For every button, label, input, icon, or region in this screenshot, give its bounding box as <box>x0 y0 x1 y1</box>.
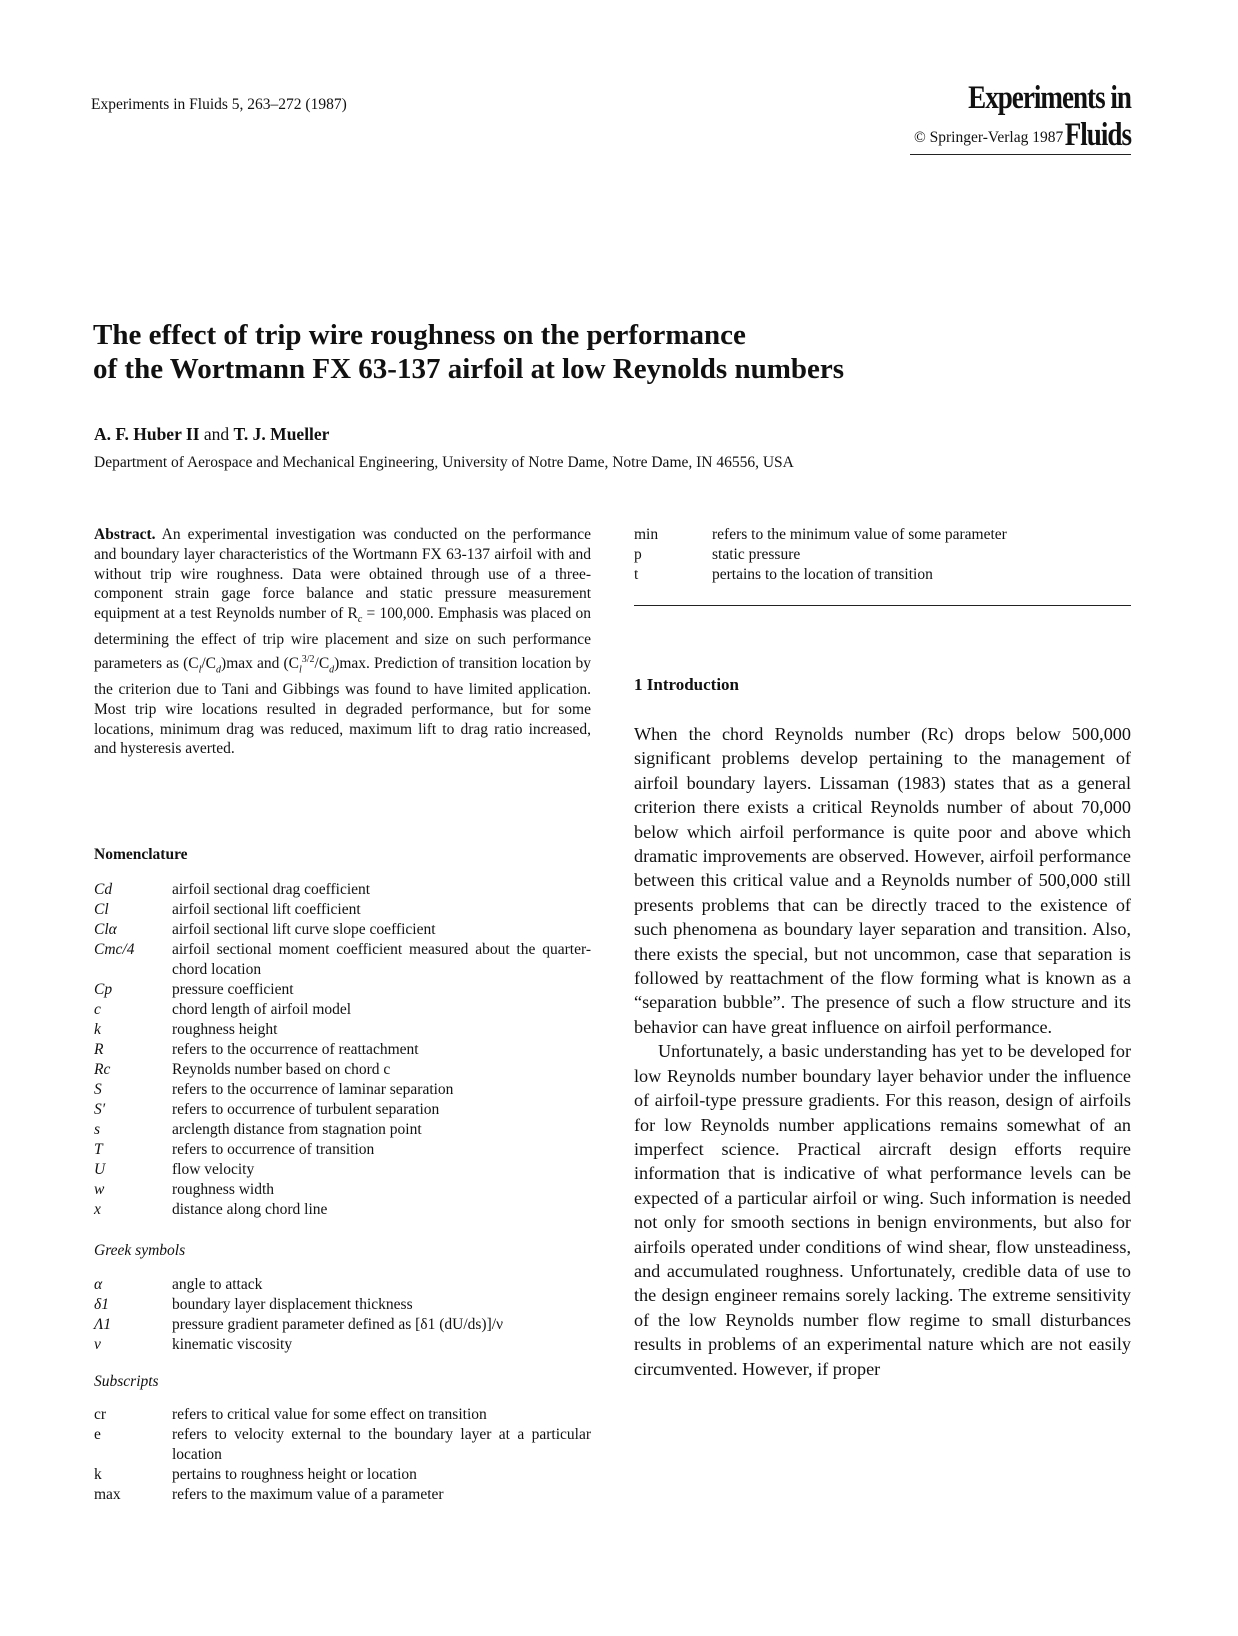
subscripts-heading: Subscripts <box>94 1373 159 1390</box>
abstract-text-b: = 100,000. Emphasis was placed on determining the effect of trip wire placement and size on such performance parameters as (C <box>94 605 591 673</box>
nomenclature-definition: refers to the minimum value of some parameter <box>712 526 1007 543</box>
nomenclature-definition: airfoil sectional lift curve slope coefficient <box>172 921 436 938</box>
nomenclature-row <box>94 1295 591 1315</box>
nomenclature-definition: refers to the maximum value of a parameter <box>172 1486 444 1503</box>
nomenclature-definition: boundary layer displacement thickness <box>172 1296 413 1313</box>
nomenclature-table <box>94 880 591 1220</box>
nomenclature-symbol: p <box>634 546 642 563</box>
nomenclature-definition: Reynolds number based on chord c <box>172 1061 391 1078</box>
copyright: © Springer-Verlag 1987 <box>914 129 1064 146</box>
nomenclature-definition: refers to velocity external to the boundary layer at a particular location <box>172 1426 591 1463</box>
nomenclature-definition: refers to the occurrence of reattachment <box>172 1041 419 1058</box>
nomenclature-row <box>94 1120 591 1140</box>
nomenclature-symbol: α <box>94 1276 103 1293</box>
introduction-body <box>634 722 1131 1381</box>
nomenclature-row <box>94 1275 591 1295</box>
article-title <box>93 318 993 386</box>
nomenclature-definition: flow velocity <box>172 1161 255 1178</box>
nomenclature-definition: roughness height <box>172 1021 278 1038</box>
abstract-text-d: )max. Prediction of transition location by the criterion due to Tani and Gibbings was found to have limited application. Most trip wire locations resulted in degraded performance, but for some locations, minimum drag was reduced, maximum lift to drag ratio increased, and hysteresis averted. <box>94 655 591 758</box>
nomenclature-symbol: Cp <box>94 981 113 998</box>
subscripts-table <box>94 1405 591 1505</box>
author-1: A. F. Huber II <box>94 424 200 444</box>
nomenclature-symbol: Cmc/4 <box>94 941 135 958</box>
nomenclature-symbol: Rc <box>94 1061 111 1078</box>
authors <box>94 424 329 445</box>
nomenclature-symbol: e <box>94 1426 101 1443</box>
introduction-paragraph-2: Unfortunately, a basic understanding has yet to be developed for low Reynolds number boundary layer behavior under the influence of airfoil-type pressure gradients. For this reason, design of airfoils for low Reynolds number applications remains somewhat of an imperfect science. Practical aircraft design efforts require information that is indicative of what performance levels can be expected of a particular airfoil or wing. Such information is needed not only for smooth sections in benign environments, but also for airfoils operated under conditions of wind shear, flow unsteadiness, and accumulated roughness. Unfortunately, credible data of use to the design engineer remains sorely lacking. The extreme sensitivity of the low Reynolds number flow regime to small disturbances results in problems of an experimental nature which are not easily circumvented. However, if proper <box>634 1041 1131 1379</box>
author-2: T. J. Mueller <box>233 424 330 444</box>
nomenclature-row <box>94 1180 591 1200</box>
nomenclature-definition: refers to occurrence of turbulent separation <box>172 1101 440 1118</box>
nomenclature-row <box>94 880 591 900</box>
nomenclature-symbol: U <box>94 1161 106 1178</box>
nomenclature-symbol: max <box>94 1486 121 1503</box>
abstract-label: Abstract. <box>94 526 156 543</box>
nomenclature-end-rule <box>634 605 1131 606</box>
nomenclature-row <box>634 545 1131 565</box>
nomenclature-definition: pressure gradient parameter defined as [δ1 (dU/ds)]/ν <box>172 1316 504 1333</box>
nomenclature-row <box>94 1425 591 1465</box>
nomenclature-definition: pertains to roughness height or location <box>172 1466 417 1483</box>
nomenclature-symbol: x <box>94 1201 101 1218</box>
nomenclature-symbol: Cl <box>94 901 109 918</box>
nomenclature-row <box>94 1485 591 1505</box>
nomenclature-definition: chord length of airfoil model <box>172 1001 352 1018</box>
nomenclature-row <box>94 1315 591 1335</box>
nomenclature-symbol: T <box>94 1141 103 1158</box>
nomenclature-symbol: Clα <box>94 921 117 938</box>
nomenclature-row <box>94 1040 591 1060</box>
nomenclature-row <box>94 920 591 940</box>
journal-reference: Experiments in Fluids 5, 263–272 (1987) <box>91 96 347 113</box>
nomenclature-row <box>94 1335 591 1355</box>
nomenclature-definition: pressure coefficient <box>172 981 294 998</box>
authors-and: and <box>199 424 234 444</box>
nomenclature-definition: kinematic viscosity <box>172 1336 293 1353</box>
nomenclature-definition: refers to occurrence of transition <box>172 1141 375 1158</box>
nomenclature-row <box>94 1060 591 1080</box>
nomenclature-symbol: Λ1 <box>94 1316 112 1333</box>
nomenclature-definition: airfoil sectional drag coefficient <box>172 881 371 898</box>
nomenclature-symbol: k <box>94 1466 102 1483</box>
nomenclature-row <box>94 1100 591 1120</box>
nomenclature-definition: roughness width <box>172 1181 275 1198</box>
nomenclature-symbol: Cd <box>94 881 113 898</box>
nomenclature-symbol: δ1 <box>94 1296 109 1313</box>
nomenclature-row <box>94 1140 591 1160</box>
nomenclature-row <box>634 565 1131 585</box>
nomenclature-row <box>94 1160 591 1180</box>
nomenclature-row <box>94 900 591 920</box>
nomenclature-symbol: min <box>634 526 659 543</box>
nomenclature-row <box>94 980 591 1000</box>
nomenclature-definition: refers to the occurrence of laminar separation <box>172 1081 454 1098</box>
nomenclature-definition: refers to critical value for some effect on transition <box>172 1406 487 1423</box>
nomenclature-row <box>94 1080 591 1100</box>
nomenclature-definition: airfoil sectional lift coefficient <box>172 901 361 918</box>
nomenclature-symbol: cr <box>94 1406 107 1423</box>
nomenclature-definition: airfoil sectional moment coefficient measured about the quarter-chord location <box>172 941 591 978</box>
nomenclature-row <box>94 1465 591 1485</box>
introduction-paragraph-1: When the chord Reynolds number (Rc) drops below 500,000 significant problems develop pertaining to the management of airfoil boundary layers. Lissaman (1983) states that as a general criterion there exists a critical Reynolds number of about 70,000 below which airfoil performance is quite poor and above which dramatic improvements are observed. However, airfoil performance between this critical value and a Reynolds number of 500,000 still presents problems that can be directly traced to the existence of such phenomena as boundary layer separation and transition. Also, there exists the special, but not uncommon, case that separation is followed by reattachment of the flow forming what is known as a “separation bubble”. The presence of such a flow structure and its behavior can have great influence on airfoil performance. <box>634 724 1131 1037</box>
nomenclature-definition: angle to attack <box>172 1276 263 1293</box>
abstract: Abstract. An experimental investigation was conducted on the performance and boundary layer characteristics of the Wortmann FX 63-137 airfoil with and without trip wire roughness. Data were obtained through use of a three-component strain gage force balance and static pressure measurement equipment at a test Reynolds number of $R_c = 100,000$. Emphasis was placed on determining the effect of trip wire placement and size on such performance parameters as $(C_l/C_d)\max$ and $(C_l^{3/2}/C_d)\max$. Prediction of transition location by the criterion due to Tani and Gibbings was found to have limited application. Most trip wire locations resulted in degraded performance, but for some locations, minimum drag was reduced, maximum lift to drag ratio increased, and hysteresis averted. <box>94 526 591 758</box>
abstract-text-a: An experimental investigation was conducted on the performance and boundary layer characteristics of the Wortmann FX 63-137 airfoil with and without trip wire roughness. Data were obtained through use of a three-component strain gage force balance and static pressure measurement equipment at a test Reynolds number of R <box>94 526 591 623</box>
affiliation: Department of Aerospace and Mechanical Engineering, University of Notre Dame, Notre Dame, IN 46556, USA <box>94 454 794 471</box>
nomenclature-row <box>634 525 1131 545</box>
nomenclature-symbol: k <box>94 1021 101 1038</box>
nomenclature-symbol: ν <box>94 1336 101 1353</box>
nomenclature-row <box>94 1020 591 1040</box>
greek-symbols-table <box>94 1275 591 1355</box>
abstract-text-c: )max and (C <box>221 655 299 673</box>
article-title-line-1: The effect of trip wire roughness on the performance <box>93 319 746 351</box>
greek-symbols-heading: Greek symbols <box>94 1242 186 1259</box>
nomenclature-definition: arclength distance from stagnation point <box>172 1121 422 1138</box>
nomenclature-row <box>94 1000 591 1020</box>
nomenclature-definition: static pressure <box>712 546 801 563</box>
nomenclature-row <box>94 940 591 980</box>
nomenclature-symbol: c <box>94 1001 101 1018</box>
nomenclature-definition: pertains to the location of transition <box>712 566 933 583</box>
nomenclature-symbol: S′ <box>94 1101 106 1118</box>
article-title-line-2: of the Wortmann FX 63-137 airfoil at low Reynolds numbers <box>93 353 845 385</box>
nomenclature-symbol: t <box>634 566 639 583</box>
nomenclature-definition: distance along chord line <box>172 1201 328 1218</box>
nomenclature-heading: Nomenclature <box>94 846 188 863</box>
nomenclature-symbol: R <box>94 1041 104 1058</box>
header-rule <box>910 154 1131 155</box>
introduction-heading: 1 Introduction <box>634 675 740 694</box>
nomenclature-symbol: S <box>94 1081 102 1098</box>
nomenclature-symbol: w <box>94 1181 105 1198</box>
nomenclature-row <box>94 1200 591 1220</box>
journal-title: Experiments in Fluids <box>968 80 1131 153</box>
subscripts-table-continued <box>634 525 1131 585</box>
nomenclature-symbol: s <box>94 1121 101 1138</box>
nomenclature-row <box>94 1405 591 1425</box>
